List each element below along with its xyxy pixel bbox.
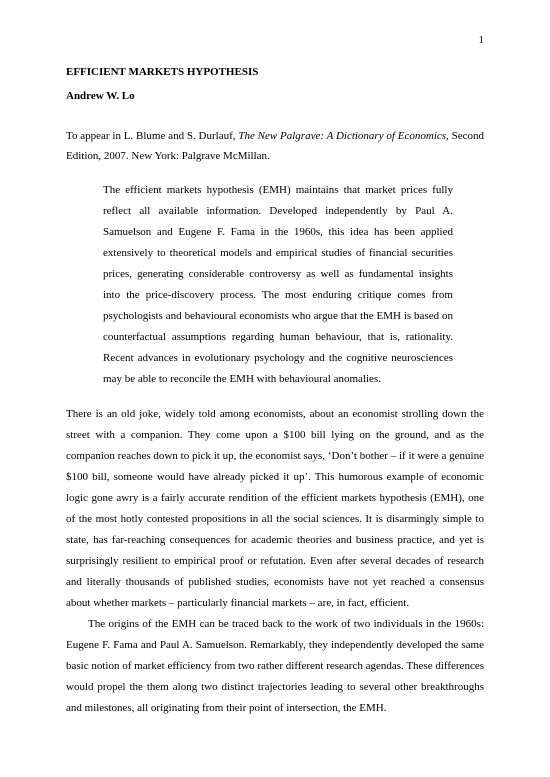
paper-author: Andrew W. Lo [66, 90, 135, 102]
citation-suffix: , Second Edition, 2007. New York: Palgrave McMillan. [66, 130, 484, 162]
body-paragraph-1: There is an old joke, widely told among economists, about an economist strolling down the street with a companion. They come upon a $100 bill lying on the ground, and as the companion reaches down to pick it up, the economist says, ‘Don’t bother – if it were a genuine $100 bill, someone would have already picked it up’. This humorous example of economic logic gone awry is a fairly accurate rendition of the efficient markets hypothesis (EMH), one of the most hotly contested propositions in all the social sciences. It is disarmingly simple to state, has far-reaching consequences for academic theories and business practice, and yet is surprisingly resilient to empirical proof or refutation. Even after several decades of research and literally thousands of published studies, economists have not yet reached a consensus about whether markets – particularly financial markets – are, in fact, efficient. [66, 408, 484, 609]
citation-note [66, 126, 484, 166]
citation-prefix: To appear in L. Blume and S. Durlauf, [66, 130, 239, 142]
abstract: The efficient markets hypothesis (EMH) maintains that market prices fully reflect all available information. Developed independently by Paul A. Samuelson and Eugene F. Fama in the 1960s, this idea has been applied extensively to theoretical models and empirical studies of financial securities prices, generating considerable controversy as well as fundamental insights into the price-discovery process. The most enduring critique comes from psychologists and behavioural economists who argue that the EMH is based on counterfactual assumptions regarding human behaviour, that is, rationality. Recent advances in evolutionary psychology and the cognitive neurosciences may be able to reconcile the EMH with behavioural anomalies. [103, 184, 453, 385]
body-paragraph-2: The origins of the EMH can be traced back to the work of two individuals in the 1960s: Eugene F. Fama and Paul A. Samuelson. Remarkably, they independently developed the same basic notion of market efficiency from two rather different research agendas. These differences would propel the them along two distinct trajectories leading to several other breakthroughs and milestones, all originating from their point of intersection, the EMH. [66, 618, 484, 714]
citation-book-title: The New Palgrave: A Dictionary of Economics [238, 130, 447, 142]
paper-title: EFFICIENT MARKETS HYPOTHESIS [66, 66, 259, 78]
body-text [66, 404, 484, 719]
page-number: 1 [478, 34, 484, 46]
